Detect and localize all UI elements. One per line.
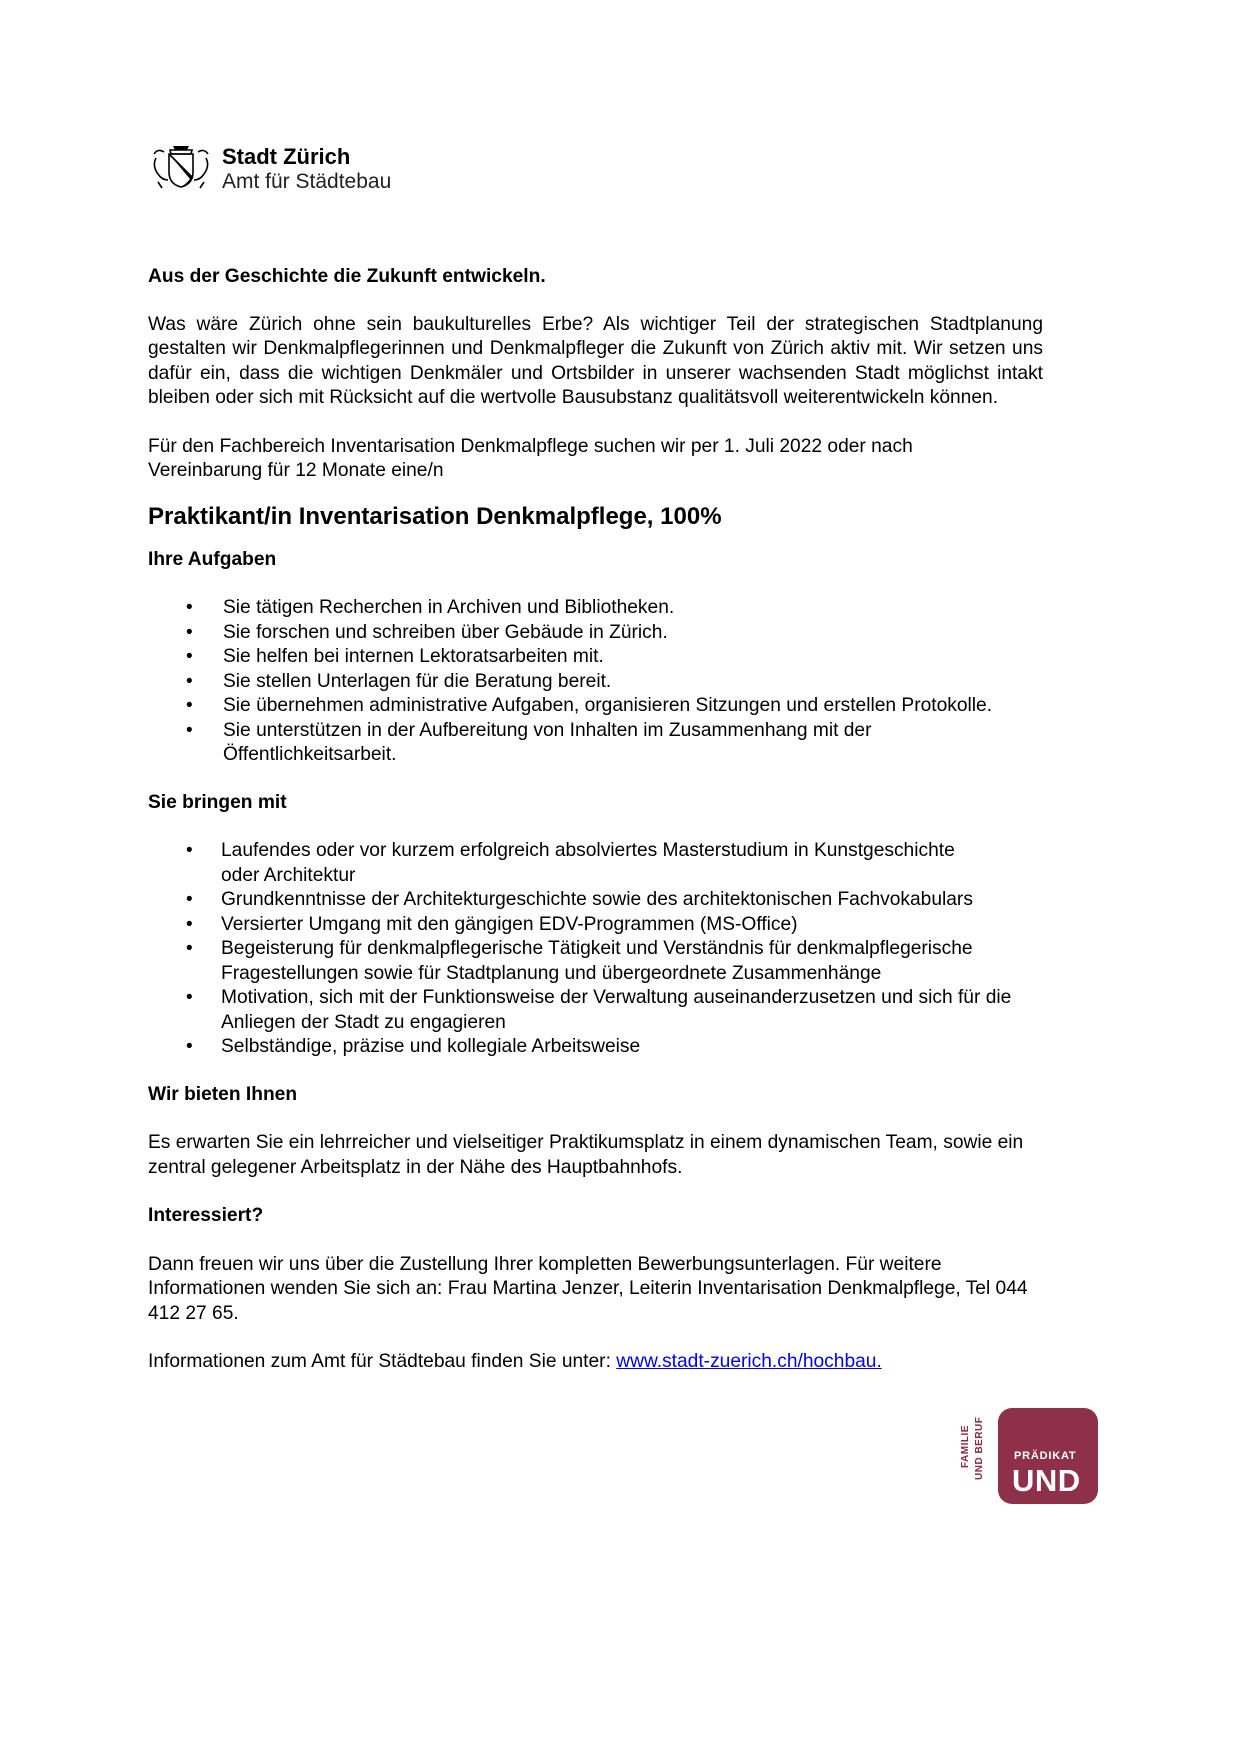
requirements-list [148, 839, 1048, 1060]
city-logo [150, 144, 391, 192]
website-link[interactable]: www.stadt-zuerich.ch/hochbau. [616, 1351, 882, 1372]
requirements-heading: Sie bringen mit [148, 791, 287, 813]
list-item: • Sie übernehmen administrative Aufgaben, organisieren Sitzungen und erstellen Protokolle. [148, 694, 1048, 719]
tagline-heading: Aus der Geschichte die Zukunft entwickeln. [148, 266, 546, 287]
job-posting-body [148, 265, 1048, 1375]
list-item: • Sie helfen bei internen Lektoratsarbeiten mit. [148, 645, 1048, 670]
list-item: • Versierter Umgang mit den gängigen EDV-Programmen (MS-Office) [148, 913, 1048, 938]
list-item: • Grundkenntnisse der Architekturgeschichte sowie des architektonischen Fachvokabulars [148, 888, 1048, 913]
contact-line-1: Dann freuen wir uns über die Zustellung Ihrer kompletten Bewerbungsunterlagen. Für weitere [148, 1253, 942, 1275]
list-item: • Selbständige, präzise und kollegiale Arbeitsweise [148, 1035, 1048, 1060]
badge-word: UND [1012, 1463, 1081, 1498]
list-item: • Begeisterung für denkmalpflegerische Tätigkeit und Verständnis für denkmalpflegerische Fragestellungen sowie für Stadtplanung und übergeordnete Zusammenhänge [148, 937, 1048, 986]
list-item: • Sie stellen Unterlagen für die Beratung bereit. [148, 670, 1048, 695]
contact-line-3: 412 27 65. [148, 1302, 239, 1324]
list-item: • Motivation, sich mit der Funktionsweise der Verwaltung auseinanderzusetzen und sich für die Anliegen der Stadt zu engagieren [148, 986, 1048, 1035]
info-text: Informationen zum Amt für Städtebau finden Sie unter: [148, 1351, 617, 1372]
badge-box [998, 1408, 1098, 1504]
badge-label: PRÄDIKAT [1014, 1450, 1077, 1462]
intro-paragraph-2-line-1: Für den Fachbereich Inventarisation Denkmalpflege suchen wir per 1. Juli 2022 oder nach [148, 435, 913, 457]
offer-line-2: zentral gelegener Arbeitsplatz in der Nähe des Hauptbahnhofs. [148, 1156, 683, 1178]
list-item: • Laufendes oder vor kurzem erfolgreich absolviertes Masterstudium in Kunstgeschichte oder Architektur [148, 839, 1048, 888]
list-item: • Sie forschen und schreiben über Gebäude in Zürich. [148, 621, 1048, 646]
intro-paragraph: Was wäre Zürich ohne sein baukulturelles Erbe? Als wichtiger Teil der strategischen Stadtplanung gestalten wir Denkmalpflegerinnen und Denkmalpfleger die Zukunft von Zürich aktiv mit. Wir setzen uns dafür ein, dass die wichtigen Denkmäler und Ortsbilder in unserer wachsenden Stadt möglichst intakt bleiben oder sich mit Rücksicht auf die wertvolle Bausubstanz qualitätsvoll weiterentwickeln können. [148, 313, 1043, 408]
interested-heading: Interessiert? [148, 1205, 264, 1226]
list-item: • Sie tätigen Recherchen in Archiven und Bibliotheken. [148, 596, 1048, 621]
offer-heading: Wir bieten Ihnen [148, 1083, 298, 1105]
family-and-career-badge [958, 1408, 1098, 1504]
badge-side-line-2: UND BERUF [974, 1416, 985, 1480]
job-title: Praktikant/in Inventarisation Denkmalpflege, 100% [148, 502, 722, 530]
zurich-coat-of-arms-icon [150, 144, 212, 190]
intro-paragraph-2-line-2: Vereinbarung für 12 Monate eine/n [148, 460, 444, 481]
badge-side-line-1: FAMILIE [960, 1425, 971, 1468]
tasks-list [148, 596, 1048, 768]
badge-side-text [958, 1408, 992, 1504]
tasks-heading: Ihre Aufgaben [148, 548, 277, 570]
organization-name: Stadt Zürich [222, 144, 351, 169]
info-line [148, 1350, 1048, 1375]
list-item: • Sie unterstützen in der Aufbereitung von Inhalten im Zusammenhang mit der Öffentlichkeitsarbeit. [148, 719, 1048, 768]
department-name: Amt für Städtebau [222, 170, 392, 193]
offer-line-1: Es erwarten Sie ein lehrreicher und vielseitiger Praktikumsplatz in einem dynamischen Team, sowie ein [148, 1132, 1024, 1153]
contact-line-2: Informationen wenden Sie sich an: Frau Martina Jenzer, Leiterin Inventarisation Denkmalpflege, Tel 044 [148, 1278, 1028, 1299]
